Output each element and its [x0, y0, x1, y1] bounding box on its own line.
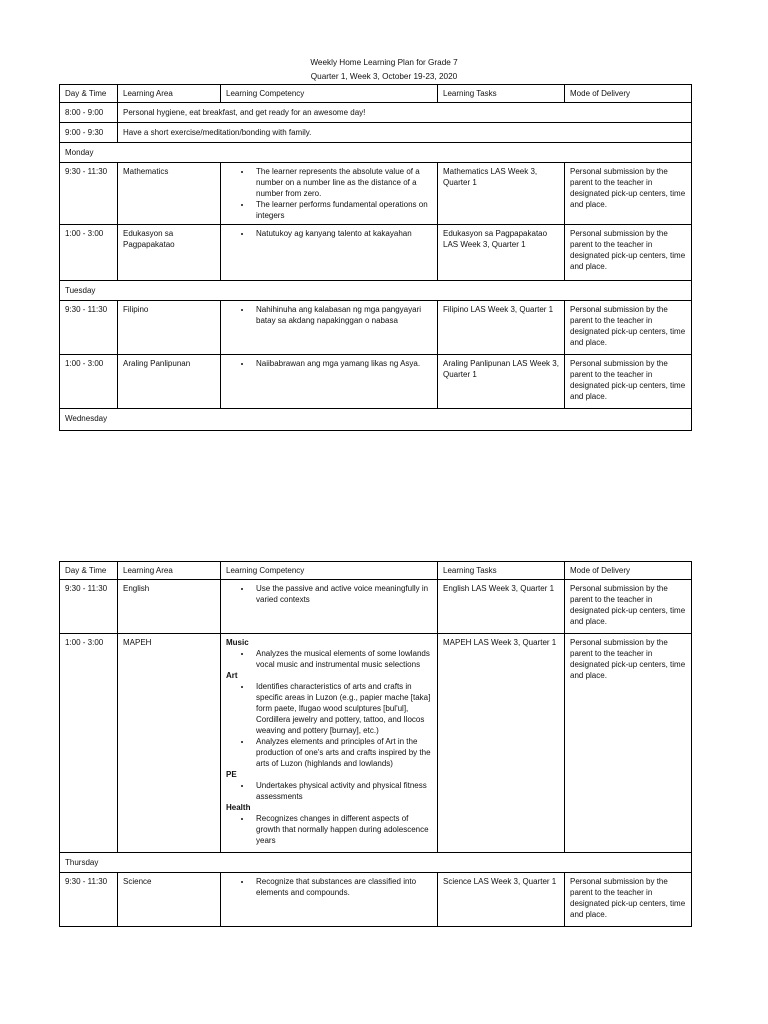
- table-row-mapeh: [60, 634, 692, 853]
- row-time: 9:30 - 11:30: [60, 301, 118, 355]
- header-learning-tasks: Learning Tasks: [438, 85, 565, 103]
- competency-item: • Undertakes physical activity and physical fitness assessments: [252, 780, 432, 802]
- day-label: Monday: [60, 143, 692, 163]
- header-learning-area: Learning Area: [118, 562, 221, 580]
- row-learning-task: English LAS Week 3, Quarter 1: [438, 580, 565, 634]
- row-time: 9:30 - 11:30: [60, 580, 118, 634]
- weekly-plan-table-1: [59, 84, 692, 431]
- row-competency: [221, 301, 438, 355]
- competency-item: • Recognize that substances are classified into elements and compounds.: [252, 876, 432, 898]
- row-mode-of-delivery: Personal submission by the parent to the teacher in designated pick-up centers, time and place.: [565, 225, 692, 281]
- subject-label-pe: PE: [226, 770, 237, 779]
- row-learning-task: Araling Panlipunan LAS Week 3, Quarter 1: [438, 355, 565, 409]
- competency-item: • Recognizes changes in different aspects of growth that normally happen during adolescence years: [252, 813, 432, 846]
- competency-list: [226, 228, 432, 239]
- header-day-time: Day & Time: [60, 85, 118, 103]
- row-learning-task: Filipino LAS Week 3, Quarter 1: [438, 301, 565, 355]
- row-time: 9:30 - 11:30: [60, 163, 118, 225]
- competency-item: • Natutukoy ag kanyang talento at kakayahan: [252, 228, 432, 239]
- routine-time: 9:00 - 9:30: [60, 123, 118, 143]
- subject-label-music: Music: [226, 638, 249, 647]
- competency-item: • The learner represents the absolute value of a number on a number line as the distance of a number from zero.: [252, 166, 432, 199]
- header-learning-area: Learning Area: [118, 85, 221, 103]
- competency-item: • Naiibabrawan ang mga yamang likas ng Asya.: [252, 358, 432, 369]
- table-row: [60, 355, 692, 409]
- row-learning-task: Science LAS Week 3, Quarter 1: [438, 873, 565, 927]
- routine-row: [60, 103, 692, 123]
- day-row-tuesday: [60, 281, 692, 301]
- header-day-time: Day & Time: [60, 562, 118, 580]
- competency-list: [226, 681, 432, 769]
- table-row: [60, 163, 692, 225]
- header-learning-competency: Learning Competency: [221, 85, 438, 103]
- row-time: 1:00 - 3:00: [60, 225, 118, 281]
- row-competency: [221, 355, 438, 409]
- row-learning-task: Mathematics LAS Week 3, Quarter 1: [438, 163, 565, 225]
- header-row: [60, 562, 692, 580]
- routine-text: Have a short exercise/meditation/bonding with family.: [118, 123, 692, 143]
- competency-list: [226, 876, 432, 898]
- day-row-monday: [60, 143, 692, 163]
- day-label: Wednesday: [60, 409, 692, 431]
- row-learning-area: English: [118, 580, 221, 634]
- competency-item: • Analyzes the musical elements of some lowlands vocal music and instrumental music selections: [252, 648, 432, 670]
- row-competency: [221, 873, 438, 927]
- routine-time: 8:00 - 9:00: [60, 103, 118, 123]
- subject-label-art: Art: [226, 671, 238, 680]
- competency-list: [226, 358, 432, 369]
- day-row-wednesday: [60, 409, 692, 431]
- row-mode-of-delivery: Personal submission by the parent to the teacher in designated pick-up centers, time and place.: [565, 163, 692, 225]
- competency-item: • Identifies characteristics of arts and crafts in specific areas in Luzon (e.g., papier mache [taka] form paete, Ifugao wood sculptures [bul'ul], Cordillera jewelry and pottery, tattoo, and Ilocos weaving and pottery [burnay], etc.): [252, 681, 432, 736]
- competency-list: [226, 583, 432, 605]
- competency-item: • Nahihinuha ang kalabasan ng mga pangyayari batay sa akdang napakinggan o nabasa: [252, 304, 432, 326]
- header-mode-of-delivery: Mode of Delivery: [565, 562, 692, 580]
- row-mode-of-delivery: Personal submission by the parent to the teacher in designated pick-up centers, time and place.: [565, 580, 692, 634]
- header-mode-of-delivery: Mode of Delivery: [565, 85, 692, 103]
- row-learning-area: Mathematics: [118, 163, 221, 225]
- row-learning-area: Edukasyon sa Pagpapakatao: [118, 225, 221, 281]
- table-row: [60, 873, 692, 927]
- row-learning-area: Araling Panlipunan: [118, 355, 221, 409]
- row-mode-of-delivery: Personal submission by the parent to the teacher in designated pick-up centers, time and place.: [565, 355, 692, 409]
- header-learning-competency: Learning Competency: [221, 562, 438, 580]
- row-competency: [221, 163, 438, 225]
- competency-list: [226, 780, 432, 802]
- header-row: [60, 85, 692, 103]
- subject-label-health: Health: [226, 803, 251, 812]
- row-learning-area: Filipino: [118, 301, 221, 355]
- row-time: 9:30 - 11:30: [60, 873, 118, 927]
- row-learning-area: Science: [118, 873, 221, 927]
- routine-text: Personal hygiene, eat breakfast, and get ready for an awesome day!: [118, 103, 692, 123]
- competency-list: [226, 304, 432, 326]
- weekly-plan-table-2: [59, 561, 692, 927]
- competency-item: • The learner performs fundamental operations on integers: [252, 199, 432, 221]
- table-row: [60, 580, 692, 634]
- competency-list: [226, 648, 432, 670]
- row-mode-of-delivery: Personal submission by the parent to the teacher in designated pick-up centers, time and place.: [565, 301, 692, 355]
- routine-row: [60, 123, 692, 143]
- competency-list: [226, 166, 432, 221]
- table-row: [60, 301, 692, 355]
- day-row-thursday: [60, 853, 692, 873]
- row-learning-area: MAPEH: [118, 634, 221, 853]
- competency-list: [226, 813, 432, 846]
- header-learning-tasks: Learning Tasks: [438, 562, 565, 580]
- row-time: 1:00 - 3:00: [60, 634, 118, 853]
- row-time: 1:00 - 3:00: [60, 355, 118, 409]
- competency-item: • Analyzes elements and principles of Art in the production of one's arts and crafts inspired by the arts of Luzon (highlands and lowlands): [252, 736, 432, 769]
- row-competency: [221, 225, 438, 281]
- row-mode-of-delivery: Personal submission by the parent to the teacher in designated pick-up centers, time and place.: [565, 634, 692, 853]
- row-learning-task: Edukasyon sa Pagpapakatao LAS Week 3, Quarter 1: [438, 225, 565, 281]
- table-row: [60, 225, 692, 281]
- row-learning-task: MAPEH LAS Week 3, Quarter 1: [438, 634, 565, 853]
- row-competency: [221, 580, 438, 634]
- row-competency: [221, 634, 438, 853]
- plan-title: Weekly Home Learning Plan for Grade 7: [310, 58, 458, 67]
- day-label: Tuesday: [60, 281, 692, 301]
- plan-subtitle: Quarter 1, Week 3, October 19-23, 2020: [310, 72, 458, 81]
- day-label: Thursday: [60, 853, 692, 873]
- row-mode-of-delivery: Personal submission by the parent to the teacher in designated pick-up centers, time and place.: [565, 873, 692, 927]
- competency-item: • Use the passive and active voice meaningfully in varied contexts: [252, 583, 432, 605]
